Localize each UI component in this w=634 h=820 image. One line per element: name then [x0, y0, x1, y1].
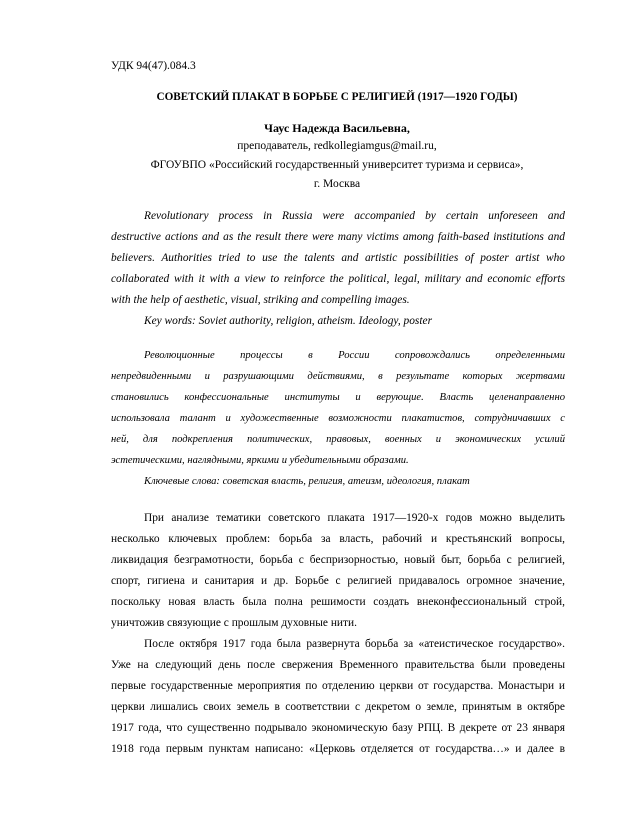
udk-code: УДК 94(47).084.3: [111, 60, 196, 72]
abstract-ru-line: ней, для подкрепления политических, правовых, военных и экономических усилий: [111, 434, 565, 445]
body-line: уничтожив связующие с прошлым духовные нити.: [111, 617, 357, 629]
body-line: Уже на следующий день после свержения Временного правительства были проведены: [111, 659, 565, 671]
abstract-en-line: Revolutionary process in Russia were accompanied by certain unforeseen and: [144, 210, 565, 222]
keywords-english: Key words: Soviet authority, religion, atheism. Ideology, poster: [144, 315, 433, 327]
abstract-ru-line: непредвиденными и разрушающими действиями, в результате которых жертвами: [111, 371, 565, 382]
author-position: преподаватель, redkollegiamgus@mail.ru,: [237, 140, 437, 152]
body-line: первые государственные мероприятия по отделению церкви от государства. Монастыри и: [111, 680, 565, 692]
body-line: несколько ключевых проблем: борьба за власть, рабочий и крестьянский вопросы,: [111, 533, 565, 545]
abstract-ru-line: эстетическими, наглядными, яркими и убедительными образами.: [111, 455, 409, 466]
author-name: Чаус Надежда Васильевна,: [264, 121, 410, 135]
body-line: При анализе тематики советского плаката 1917—1920-х годов можно выделить: [144, 512, 565, 524]
article-title: СОВЕТСКИЙ ПЛАКАТ В БОРЬБЕ С РЕЛИГИЕЙ (1917—1920 ГОДЫ): [156, 91, 518, 103]
body-paragraph-2: [111, 634, 565, 760]
body-line: 1918 года первым пунктам написано: «Церковь отделяется от государства…» и далее в: [111, 743, 565, 755]
abstract-en-line: believers. Authorities tried to use the talents and artistic possibilities of poster artist who: [111, 252, 565, 264]
author-city: г. Москва: [313, 178, 361, 190]
author-institution: ФГОУВПО «Российский государственный университет туризма и сервиса»,: [150, 159, 524, 171]
abstract-english: [111, 206, 565, 332]
abstract-en-line: destructive actions and as the result there were many victims among faith-based institutions and: [111, 231, 565, 243]
abstract-ru-line: становились конфессиональные институты и верующие. Власть целенаправленно: [111, 392, 565, 403]
abstract-ru-line: использовала талант и художественные возможности плакатистов, сотрудничавших с: [111, 413, 565, 424]
abstract-en-line: with the help of aesthetic, visual, striking and compelling images.: [111, 294, 410, 306]
abstract-ru-line: Революционные процессы в России сопровождались определенными: [144, 350, 565, 361]
abstract-en-line: collaborated with it with a view to reinforce the political, legal, military and economic efforts: [111, 273, 565, 285]
body-line: поскольку новая власть была полна решимости создать внеконфессиональный строй,: [111, 596, 565, 608]
body-paragraph-1: [111, 508, 565, 634]
body-line: ликвидация безграмотности, борьба с беспризорностью, новый быт, борьба с религией,: [111, 554, 565, 566]
body-line: спорт, гигиена и санитария и др. Борьбе с религией придавалось огромное значение,: [111, 575, 565, 587]
body-line: церкви лишались своих земель в соответствии с декретом о земле, принятым в октябре: [111, 701, 565, 713]
body-line: После октября 1917 года была развернута борьба за «атеистическое государство».: [144, 638, 565, 650]
keywords-russian: Ключевые слова: советская власть, религия, атеизм, идеология, плакат: [144, 476, 470, 487]
body-line: 1917 года, что существенно подрывало экономическую базу РПЦ. В декрете от 23 января: [111, 722, 565, 734]
abstract-russian: [111, 345, 565, 492]
